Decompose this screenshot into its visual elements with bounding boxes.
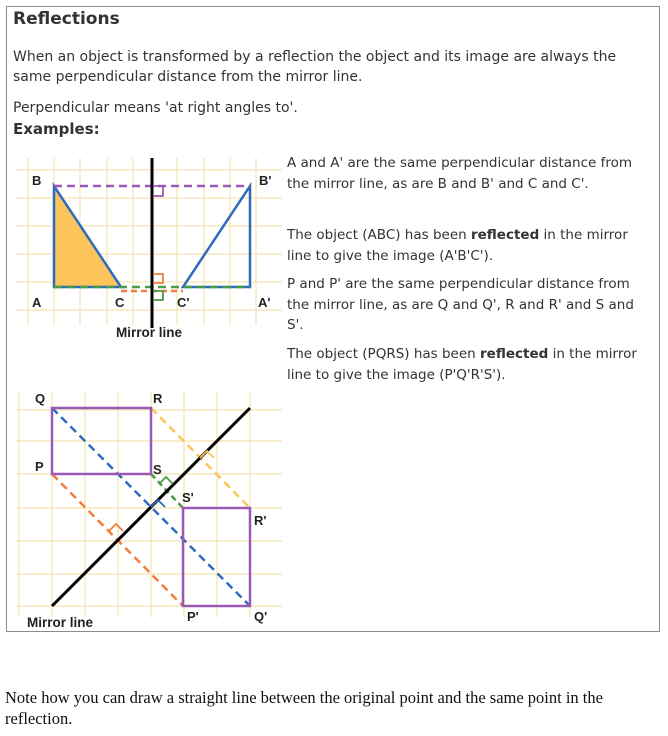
example1-text1: A and A' are the same perpendicular distance from the mirror line, as are B and B' and C and C'. <box>287 155 633 192</box>
mirror-line-label-2: Mirror line <box>27 615 94 630</box>
example1-text2: The object (ABC) has been reflected in the mirror line to give the image (A'B'C'). <box>287 227 628 264</box>
triangle-abc-image <box>183 186 250 287</box>
example1-diagram <box>14 150 284 345</box>
label-r-prime: R' <box>254 513 267 528</box>
example2-text2: The object (PQRS) has been reflected in the mirror line to give the image (P'Q'R'S'). <box>287 346 637 383</box>
right-angle-green <box>153 291 163 300</box>
example2-diagram <box>14 382 284 632</box>
label-a-prime: A' <box>258 295 271 310</box>
examples-heading: Examples: <box>13 120 100 138</box>
intro-paragraph: When an object is transformed by a reflection the object and its image are always the same perpendicular distance from the mirror line. <box>13 49 617 85</box>
label-c-prime: C' <box>177 295 190 310</box>
label-q: Q <box>35 391 46 406</box>
label-s-prime: S' <box>182 490 194 505</box>
label-s: S <box>153 462 162 477</box>
example2-text1: P and P' are the same perpendicular distance from the mirror line, as are Q and Q', R and R' and S and S'. <box>287 276 634 333</box>
label-q-prime: Q' <box>254 609 268 624</box>
label-c: C <box>115 295 125 310</box>
label-b-prime: B' <box>259 173 272 188</box>
triangle-abc <box>54 186 121 287</box>
right-angle-purple <box>153 186 163 196</box>
label-r: R <box>153 391 163 406</box>
label-p-prime: P' <box>187 609 199 624</box>
mirror-line-label-1: Mirror line <box>116 325 183 340</box>
footer-note: Note how you can draw a straight line between the original point and the same point in the reflection. <box>5 688 603 728</box>
label-a: A <box>32 295 42 310</box>
perpendicular-note: Perpendicular means 'at right angles to'. <box>13 100 298 116</box>
right-angle-orange-2 <box>109 524 123 531</box>
right-angle-green-2 <box>159 477 173 484</box>
label-b: B <box>32 173 42 188</box>
page-title: Reflections <box>13 9 120 29</box>
label-p: P <box>35 459 44 474</box>
